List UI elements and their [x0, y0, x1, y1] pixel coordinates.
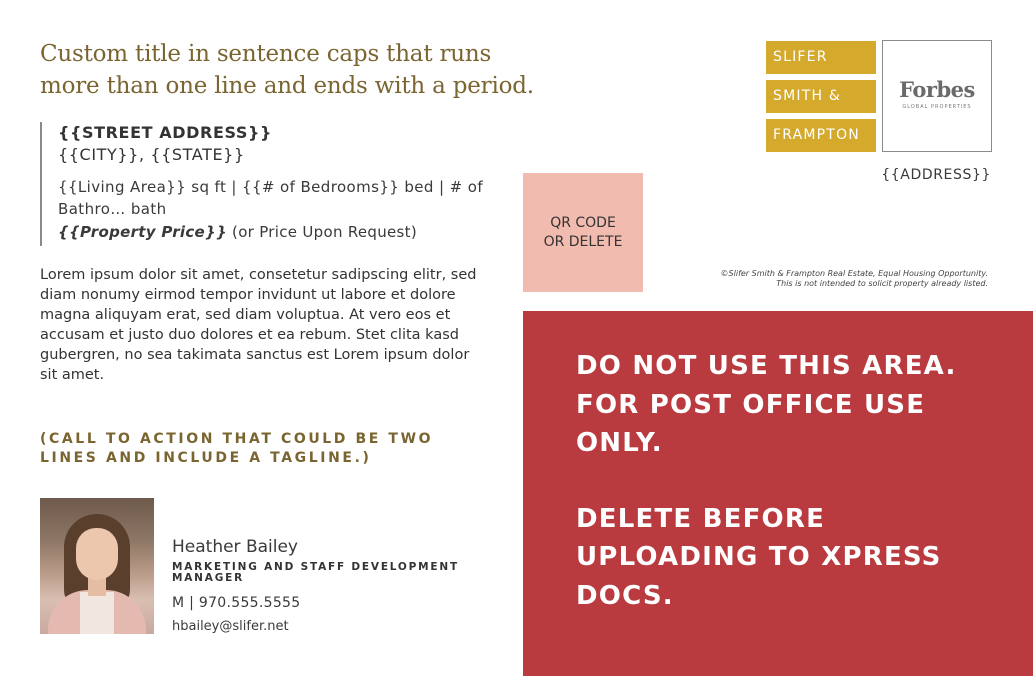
property-city-state: {{CITY}}, {{STATE}}: [58, 145, 245, 164]
postal-line-1: DO NOT USE THIS AREA.: [576, 351, 957, 381]
postal-line-3: ONLY.: [576, 428, 663, 458]
postal-line-6: DOCS.: [576, 580, 674, 611]
call-to-action: (CALL TO ACTION THAT COULD BE TWO LINES AND INCLUDE A TAGLINE.): [40, 431, 434, 466]
agent-card: [172, 536, 492, 634]
partner-logo-subtitle: GLOBAL PROPERTIES: [902, 104, 972, 110]
property-details: {{Living Area}} sq ft | {{# of Bedrooms}} bed | # of Bathro… bath: [58, 178, 484, 218]
postal-line-5: UPLOADING TO XPRESS: [576, 542, 942, 572]
agent-title: MARKETING AND STAFF DEVELOPMENT MANAGER: [172, 561, 459, 584]
brand-line-3: FRAMPTON: [766, 119, 876, 152]
legal-line-2: This is not intended to solicit property already listed.: [776, 279, 988, 288]
qr-code-placeholder: [523, 173, 643, 292]
brand-line-1: SLIFER: [766, 41, 876, 74]
property-price: {{Property Price}}: [58, 223, 227, 241]
agent-email: hbailey@slifer.net: [172, 619, 289, 634]
agent-photo: [40, 498, 154, 634]
property-street: {{STREET ADDRESS}}: [58, 123, 272, 142]
property-price-line: [58, 220, 500, 244]
legal-disclaimer: [628, 269, 988, 289]
office-address: {{ADDRESS}}: [881, 167, 991, 183]
postal-area: [523, 311, 1033, 676]
postal-notice: [576, 347, 976, 615]
postal-line-2: FOR POST OFFICE USE: [576, 389, 926, 420]
property-price-note: (or Price Upon Request): [226, 223, 417, 241]
brand-line-2: SMITH &: [766, 80, 876, 113]
partner-logo-wordmark: Forbes: [899, 77, 975, 102]
agent-phone: M | 970.555.5555: [172, 595, 301, 611]
partner-logo: [882, 40, 992, 152]
legal-line-1: ©Slifer Smith & Frampton Real Estate, Equal Housing Opportunity.: [720, 269, 988, 278]
postal-line-4: DELETE BEFORE: [576, 503, 826, 534]
qr-label-line2: OR DELETE: [543, 233, 623, 250]
property-info: [40, 122, 500, 246]
qr-label-line1: QR CODE: [550, 214, 616, 231]
brand-logo: [766, 41, 876, 158]
postcard-title: Custom title in sentence caps that runs more than one line and ends with a period.: [40, 41, 534, 99]
agent-name: Heather Bailey: [172, 537, 298, 557]
body-paragraph: Lorem ipsum dolor sit amet, consetetur sadipscing elitr, sed diam nonumy eirmod tempor invidunt ut labore et dolore magna aliquyam erat, sed diam voluptua. At vero eos et accusam et justo duo dolores et ea rebum. Stet clita kasd gubergren, no sea takimata sanctus est Lorem ipsum dolor sit amet.: [40, 267, 477, 383]
